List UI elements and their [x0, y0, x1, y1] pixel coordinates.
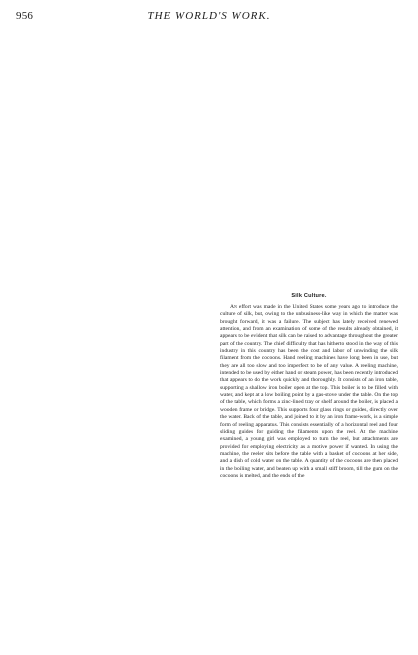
page-number: 956: [16, 10, 34, 22]
article-body-text: effort was made in the United States some years ago to introduce the culture of silk, but, owing to the unbusiness-like way in which the matter was brought forward, it was a failure. The subject has lately received renewed attention, and from an examination of some of the results already obtained, it appears to be evident that silk can be raised to advantage throughout the greater part of the country. The chief difficulty that has hitherto stood in the way of this industry in this country has been the cost and labor of unwinding the silk filament from the cocoons. Hand reeling machines have long been in use, but they are all too slow and too imperfect to be of any value. A reeling machine, intended to be used by either hand or steam power, has been recently introduced that appears to do the work quickly and thoroughly. It consists of an iron table, supporting a shallow iron boiler open at the top. This boiler is to be filled with water, and kept at a low boiling point by a gas-stove under the table. On the top of the table, which forms a zinc-lined tray or shelf around the boiler, is placed a wooden frame or bridge. This supports four glass rings or guides, directly over the water. Back of the table, and joined to it by an iron frame-work, is a simple form of reeling apparatus. This consists essentially of a horizontal reel and four sliding guides for guiding the filaments upon the reel. At the machine examined, a young girl was employed to turn the reel, but attachments are provided for employing electricity as a motive power if wanted. In using the machine, the reeler sits before the table with a basket of cocoons at her side, and a dish of cold water on the table. A quantity of the cocoons are then placed in the boiling water, and beaten up with a small stiff broom, till the gum on the cocoons is melted, and the ends of the: [220, 304, 398, 479]
article-title: Silk Culture.: [291, 293, 327, 299]
article-lead-word: An: [230, 304, 237, 310]
article-body: [220, 304, 398, 480]
article: [220, 293, 398, 480]
running-head: THE WORLD'S WORK.: [147, 10, 271, 22]
